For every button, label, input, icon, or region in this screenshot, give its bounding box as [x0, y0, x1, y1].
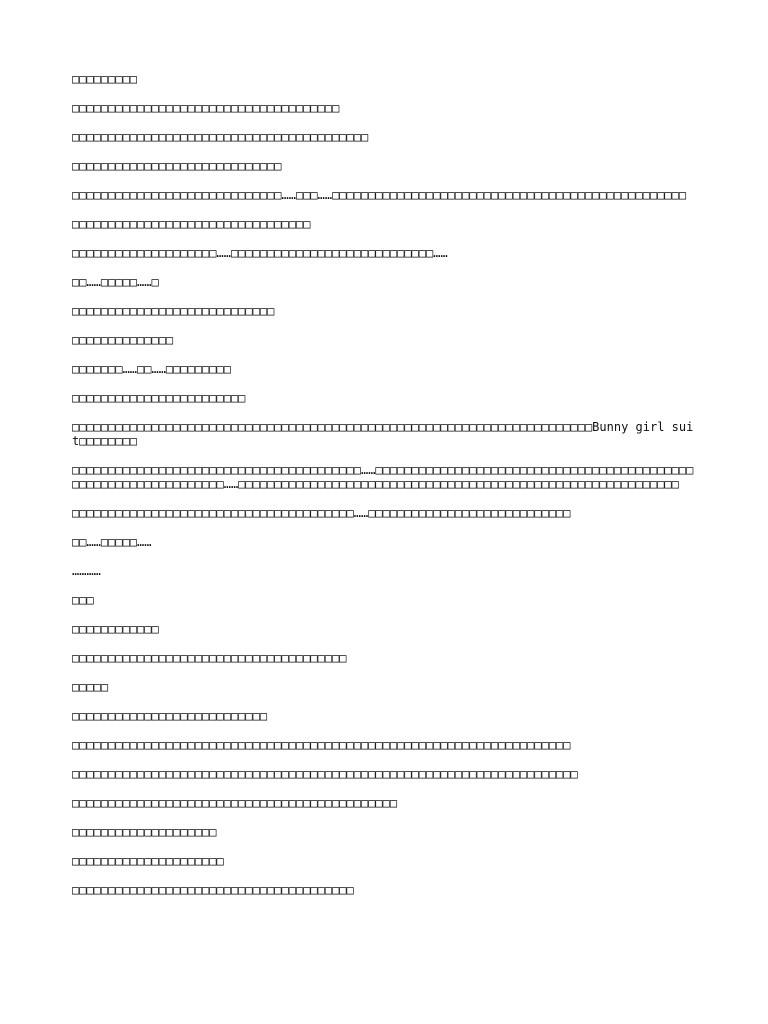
paragraph: □□□□□□□□□□□□□□□□□□□□□□□□□□□□□□□□□□□□□□□□□: [72, 130, 369, 144]
paragraph: □□□□□□□□□□□□□□□□□□□□□□□□□□□□□□□□□□□□□: [72, 101, 340, 115]
paragraph: □□□□□□□□□□□□□□□□□□□□□□□□□□□□□……□□□……□□□□□□□□□□□□□□□□□□□□□□□□□□□□□□□□□□□□□□□□□□□□□□□□□: [72, 188, 687, 202]
paragraph: □□□□□□□□□□□□□□□□□□□□□: [72, 854, 224, 868]
paragraph: □□□: [72, 593, 94, 607]
paragraph: □□□□□□□□□□□□□□□□□□□□□□□□□□□□□□□□□□□□□□□□□□□□□□□□□□□□□□□□□□□□□□□□□□□□□□□□Bunny girl suit□□□□□□□□: [72, 420, 694, 448]
paragraph: □□□□□: [72, 680, 109, 694]
paragraph: □□□□□□□□□□□□□□: [72, 333, 174, 347]
paragraph: □□□□□□□□□□□□□□□□□□□□: [72, 825, 217, 839]
paragraph: □□……□□□□□……: [72, 535, 152, 549]
paragraph: □□□□□□□……□□……□□□□□□□□□: [72, 362, 231, 376]
paragraph: □□□□□□□□□□□□□□□□□□□□……□□□□□□□□□□□□□□□□□□□□□□□□□□□□……: [72, 246, 448, 260]
document-page: [72, 72, 698, 912]
paragraph: □□□□□□□□□□□□□□□□□□□□□□□□□□□□□: [72, 159, 282, 173]
paragraph: □□□□□□□□□□□□: [72, 622, 159, 636]
paragraph: □□□□□□□□□□□□□□□□□□□□□□□□□□□□□□□□□□□□□□□: [72, 883, 354, 897]
paragraph: …………: [72, 564, 101, 578]
paragraph: □□□□□□□□□□□□□□□□□□□□□□□□□□□□□□□□□□□□□□□……□□□□□□□□□□□□□□□□□□□□□□□□□□□□: [72, 506, 571, 520]
paragraph: □□□□□□□□□□□□□□□□□□□□□□□□□□□□□□□□□□□□□□: [72, 651, 347, 665]
paragraph: □□□□□□□□□□□□□□□□□□□□□□□□□□□□□□□□□□□□□□□□……□□□□□□□□□□□□□□□□□□□□□□□□□□□□□□□□□□□□□□□□□□□□□□□□□□□□□□□□□□□□□□□□□……□□□□□□□□□□□□□□□□□□□□□□□□□□□□□□□□□□□□□□□□□□□□□□□□□□□□□□□□□□□□□: [72, 463, 694, 491]
paragraph: □□□□□□□□□□□□□□□□□□□□□□□□□□□: [72, 709, 268, 723]
paragraph: □□□□□□□□□□□□□□□□□□□□□□□□□□□□: [72, 304, 275, 318]
paragraph: □□□□□□□□□□□□□□□□□□□□□□□□□□□□□□□□□□□□□□□□□□□□□□□□□□□□□□□□□□□□□□□□□□□□□: [72, 738, 571, 752]
paragraph: □□……□□□□□……□: [72, 275, 159, 289]
paragraph: □□□□□□□□□: [72, 72, 138, 86]
paragraph: □□□□□□□□□□□□□□□□□□□□□□□□□□□□□□□□□□□□□□□□□□□□□: [72, 796, 398, 810]
paragraph: □□□□□□□□□□□□□□□□□□□□□□□□□□□□□□□□□□□□□□□□□□□□□□□□□□□□□□□□□□□□□□□□□□□□□□: [72, 767, 578, 781]
paragraph: □□□□□□□□□□□□□□□□□□□□□□□□□□□□□□□□□: [72, 217, 311, 231]
paragraph: □□□□□□□□□□□□□□□□□□□□□□□□: [72, 391, 246, 405]
